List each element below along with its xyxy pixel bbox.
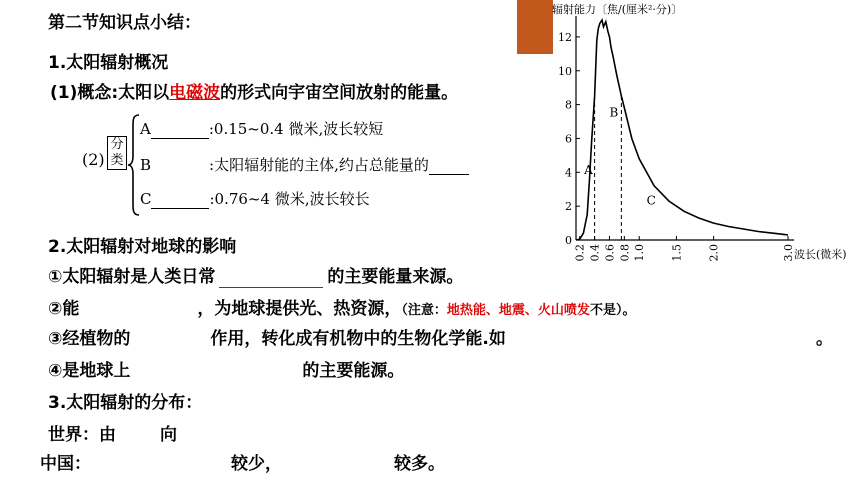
y-tick-label: 6: [565, 132, 572, 146]
impact-1-suffix: 的主要能量来源。: [327, 267, 464, 287]
class-a-letter: A: [140, 120, 151, 138]
note-highlight: 地热能、地震、火山喷发: [446, 303, 590, 318]
classification-label: (2): [82, 150, 105, 169]
x-axis-label: 波长(微米): [794, 248, 847, 261]
chart-title: 辐射能力〔焦/(厘米²·分)〕: [552, 3, 683, 16]
classification-tag-box: [107, 136, 127, 170]
impact-item-4: [48, 360, 404, 382]
class-c-row: [140, 188, 370, 209]
spectrum-curve: [576, 20, 788, 240]
impact-3-end: 。: [816, 329, 833, 349]
impact-2-prefix: ②能: [48, 299, 80, 319]
world-middle: 向: [160, 425, 177, 445]
distribution-world: [48, 424, 177, 446]
x-tick-label: 2.0: [707, 244, 721, 262]
class-c-text: :0.76~4 微米,波长较长: [209, 190, 370, 208]
class-b-letter: B: [140, 156, 152, 174]
distribution-china: [40, 453, 445, 475]
impact-1-prefix: ①太阳辐射是人类日常: [48, 267, 216, 287]
y-tick-label: 0: [565, 234, 572, 247]
x-tick-label: 1.0: [633, 244, 647, 262]
impact-item-1: [48, 266, 463, 288]
note-open: （注意：: [401, 303, 447, 318]
class-c-letter: C: [140, 190, 152, 208]
concept-prefix: (1)概念:太阳以: [50, 83, 170, 103]
impact-3-text: 作用，转化成有机物中的生物化学能.如: [210, 329, 506, 349]
region-label: C: [646, 193, 656, 208]
y-tick-label: 12: [558, 30, 572, 44]
section-1-title: 1.太阳辐射概况: [48, 53, 169, 73]
concept-line: [50, 82, 458, 104]
impact-item-3: [48, 328, 506, 350]
classification-tag-top: 分: [110, 137, 124, 152]
chart-svg: [548, 0, 860, 270]
x-tick-label: 3.0: [782, 244, 795, 262]
impact-2-note: [401, 303, 635, 318]
china-suffix: 较多。: [394, 454, 445, 474]
x-tick-label: 0.4: [588, 244, 602, 262]
class-b-row: [140, 154, 469, 175]
classification-block: [80, 112, 550, 222]
class-a-text: :0.15~0.4 微米,波长较短: [208, 120, 384, 138]
world-prefix: 世界：由: [48, 425, 116, 445]
y-tick-label: 8: [565, 98, 572, 112]
x-tick-label: 0.2: [573, 244, 587, 262]
classification-tag-bottom: 类: [110, 153, 124, 168]
region-label: B: [609, 105, 619, 120]
impact-4-suffix: 的主要能源。: [302, 361, 405, 381]
x-tick-label: 0.8: [618, 244, 632, 262]
concept-key-term: 电磁波: [169, 83, 221, 103]
class-a-row: [140, 118, 383, 139]
section-heading: 第二节知识点小结：: [48, 13, 201, 33]
impact-4-prefix: ④是地球上: [48, 361, 131, 381]
section-2-title: 2.太阳辐射对地球的影响: [48, 237, 237, 257]
china-middle: 较少，: [231, 454, 282, 474]
solar-spectrum-chart: [548, 0, 860, 270]
class-b-percent-blank: [429, 158, 469, 175]
impact-2-text: ，为地球提供光、热资源，: [197, 299, 402, 319]
impact-item-2: [48, 298, 635, 322]
y-tick-label: 10: [558, 64, 572, 78]
concept-suffix: 的形式向宇宙空间放射的能量。: [220, 83, 459, 103]
impact-3-prefix: ③经植物的: [48, 329, 131, 349]
y-tick-label: 4: [565, 166, 572, 180]
impact-1-blank: [219, 271, 323, 288]
region-label: A: [584, 163, 593, 177]
section-3-title: 3.太阳辐射的分布：: [48, 393, 203, 413]
china-prefix: 中国：: [40, 454, 91, 474]
class-a-blank: [151, 122, 209, 139]
x-tick-label: 1.5: [670, 244, 684, 262]
class-c-blank: [151, 192, 209, 209]
class-b-text: :太阳辐射能的主体,约占总能量的: [209, 156, 429, 174]
note-close: 不是）。: [589, 303, 636, 318]
y-tick-label: 2: [565, 200, 572, 214]
x-tick-label: 0.6: [603, 244, 617, 262]
